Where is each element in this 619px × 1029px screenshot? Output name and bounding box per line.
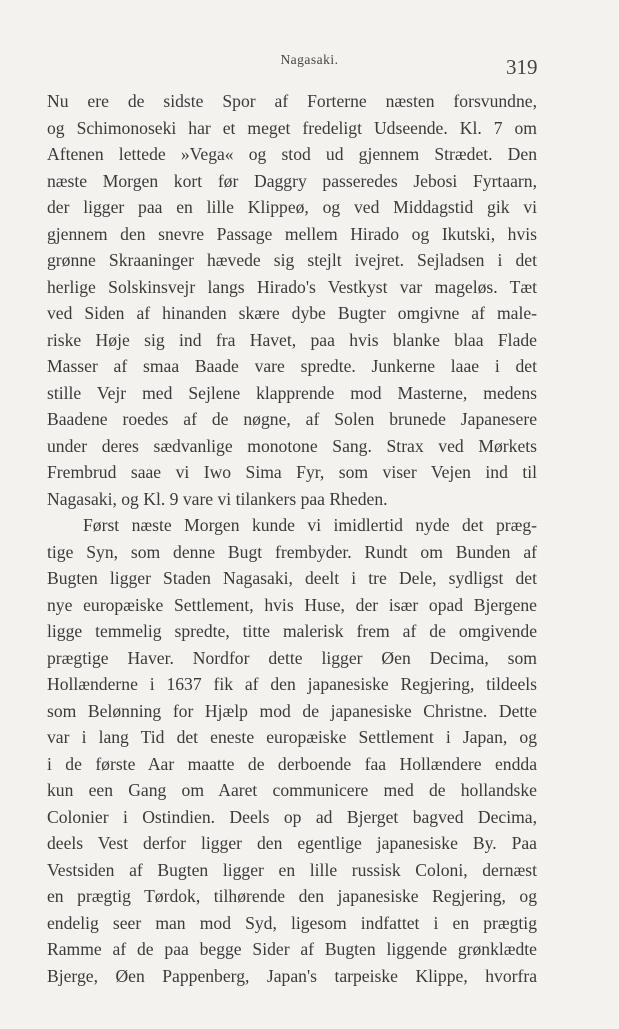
text-line: Først næste Morgen kunde vi imidlertid nyde det præg- (83, 515, 537, 535)
text-line: var i lang Tid det eneste europæiske Settlement i Japan, og (47, 727, 537, 747)
paragraph-2 (47, 512, 537, 989)
text-line: nye europæiske Settlement, hvis Huse, der især opad Bjergene (47, 594, 537, 615)
text-line: Baadene roedes af de nøgne, af Solen brunede Japanesere (47, 409, 537, 429)
paragraph-1 (47, 88, 537, 512)
text-line: grønne Skraaninger hævede sig stejlt ivejret. Sejladsen i det (47, 250, 537, 270)
text-line: Bugten ligger Staden Nagasaki, deelt i tre Dele, sydligst det (47, 568, 537, 588)
running-header: Nagasaki. (280, 52, 339, 67)
text-line: ved Siden af hinanden skære dybe Bugter omgivne af male- (47, 303, 537, 323)
text-line: Hollænderne i 1637 fik af den japanesiske Regjering, tildeels (47, 674, 537, 694)
text-line: Masser af smaa Baade vare spredte. Junkerne laae i det (47, 356, 537, 376)
text-line: Bjerge, Øen Pappenberg, Japan's tarpeiske Klippe, hvorfra (47, 965, 537, 986)
text-line: som Belønning for Hjælp mod de japanesiske Christne. Dette (47, 700, 537, 721)
text-line: der ligger paa en lille Klippeø, og ved Middagstid gik vi (47, 197, 537, 217)
text-line: endelig seer man mod Syd, ligesom indfattet i en prægtig (47, 912, 537, 933)
text-line: Ramme af de paa begge Sider af Bugten liggende grønklædte (47, 939, 537, 959)
page-number: 319 (506, 55, 538, 79)
text-line: ligge temmelig spredte, titte malerisk frem af de omgivende (47, 621, 537, 641)
body-text (47, 88, 537, 989)
text-line: en prægtig Tørdok, tilhørende den japanesiske Regjering, og (47, 886, 537, 906)
text-line: herlige Solskinsvejr langs Hirado's Vestkyst var mageløs. Tæt (47, 276, 537, 297)
text-line: deels Vest derfor ligger den egentlige japanesiske By. Paa (47, 833, 537, 853)
text-line: Colonier i Ostindien. Deels op ad Bjerget bagved Decima, (47, 806, 537, 827)
text-line: Vestsiden af Bugten ligger en lille russisk Coloni, dernæst (47, 859, 537, 880)
text-line: og Schimonoseki har et meget fredeligt Udseende. Kl. 7 om (47, 117, 537, 138)
text-line: Frembrud saae vi Iwo Sima Fyr, som viser Vejen ind til (47, 462, 537, 482)
text-line: Nagasaki, og Kl. 9 vare vi tilankers paa Rheden. (47, 488, 388, 509)
text-line: i de første Aar maatte de derboende faa Hollændere endda (47, 753, 537, 774)
text-line: under deres sædvanlige monotone Sang. Strax ved Mørkets (47, 435, 537, 456)
text-line: Aftenen lettede »Vega« og stod ud gjennem Strædet. Den (47, 144, 537, 164)
text-line: gjennem den snevre Passage mellem Hirado og Ikutski, hvis (47, 223, 537, 244)
text-line: prægtige Haver. Nordfor dette ligger Øen Decima, som (47, 647, 537, 668)
text-line: næste Morgen kort før Daggry passeredes Jebosi Fyrtaarn, (47, 170, 537, 191)
text-line: riske Høje sig ind fra Havet, paa hvis blanke blaa Flade (47, 329, 537, 350)
text-line: stille Vejr med Sejlene klapprende mod Masterne, medens (47, 382, 537, 403)
text-line: tige Syn, som denne Bugt frembyder. Rundt om Bunden af (47, 541, 537, 562)
text-line: kun een Gang om Aaret communicere med de hollandske (47, 780, 537, 800)
text-line: Nu ere de sidste Spor af Forterne næsten forsvundne, (47, 91, 537, 111)
